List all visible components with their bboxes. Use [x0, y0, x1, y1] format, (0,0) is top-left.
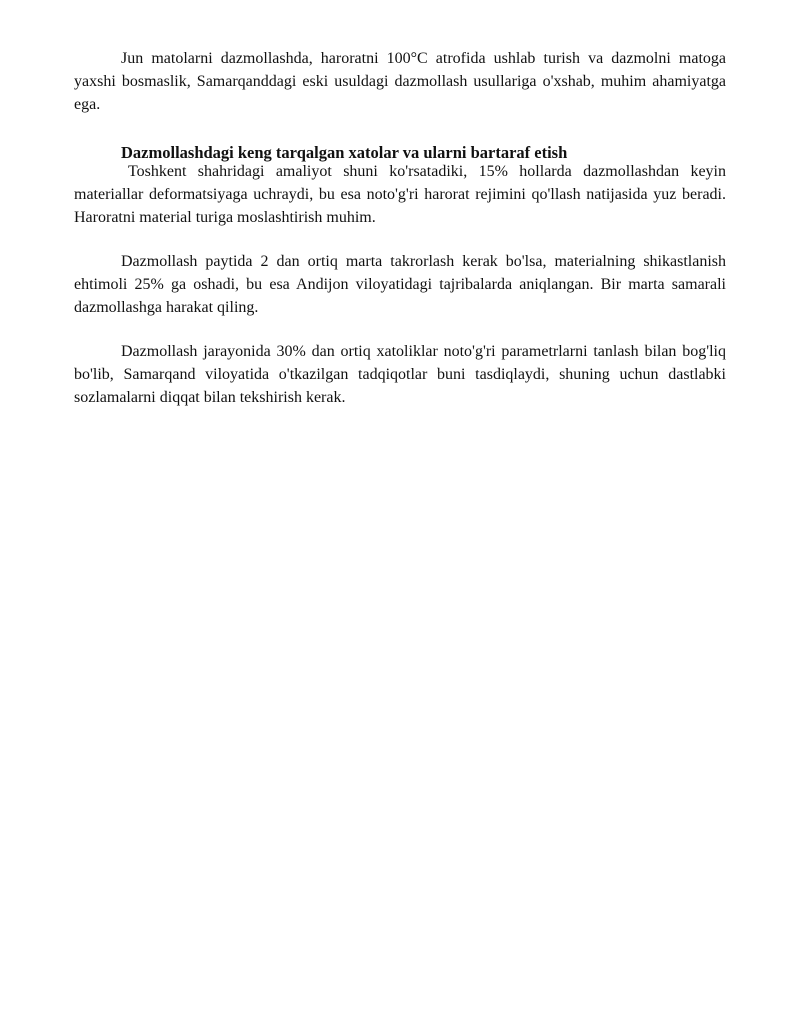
paragraph-repeat-ironing: Dazmollash paytida 2 dan ortiq marta takrorlash kerak bo'lsa, materialning shikastlanish ehtimoli 25% ga oshadi, bu esa Andijon viloyatidagi tajribalarda aniqlangan. Bir marta samarali dazmollashga harakat qiling.	[74, 253, 726, 317]
paragraph-parameter-errors: Dazmollash jarayonida 30% dan ortiq xatoliklar noto'g'ri parametrlarni tanlash bilan bog'liq bo'lib, Samarqand viloyatida o'tkazilgan tadqiqotlar buni tasdiqlaydi, shuning uchun dastlabki sozlamalarni diqqat bilan tekshirish kerak.	[74, 343, 726, 407]
paragraph-ironing-wool: Jun matolarni dazmollashda, haroratni 100°C atrofida ushlab turish va dazmolni matoga yaxshi bosmaslik, Samarqanddagi eski usuldagi dazmollash usullariga o'xshab, muhim ahamiyatga ega.	[74, 50, 726, 114]
section-heading: Dazmollashdagi keng tarqalgan xatolar va ularni bartaraf etish	[121, 143, 568, 162]
paragraph-tashkent-practice: Toshkent shahridagi amaliyot shuni ko'rsatadiki, 15% hollarda dazmollashdan keyin materiallar deformatsiyaga uchraydi, bu esa noto'g'ri harorat rejimini qo'llash natijasida yuz beradi. Haroratni material turiga moslashtirish muhim.	[74, 163, 726, 227]
